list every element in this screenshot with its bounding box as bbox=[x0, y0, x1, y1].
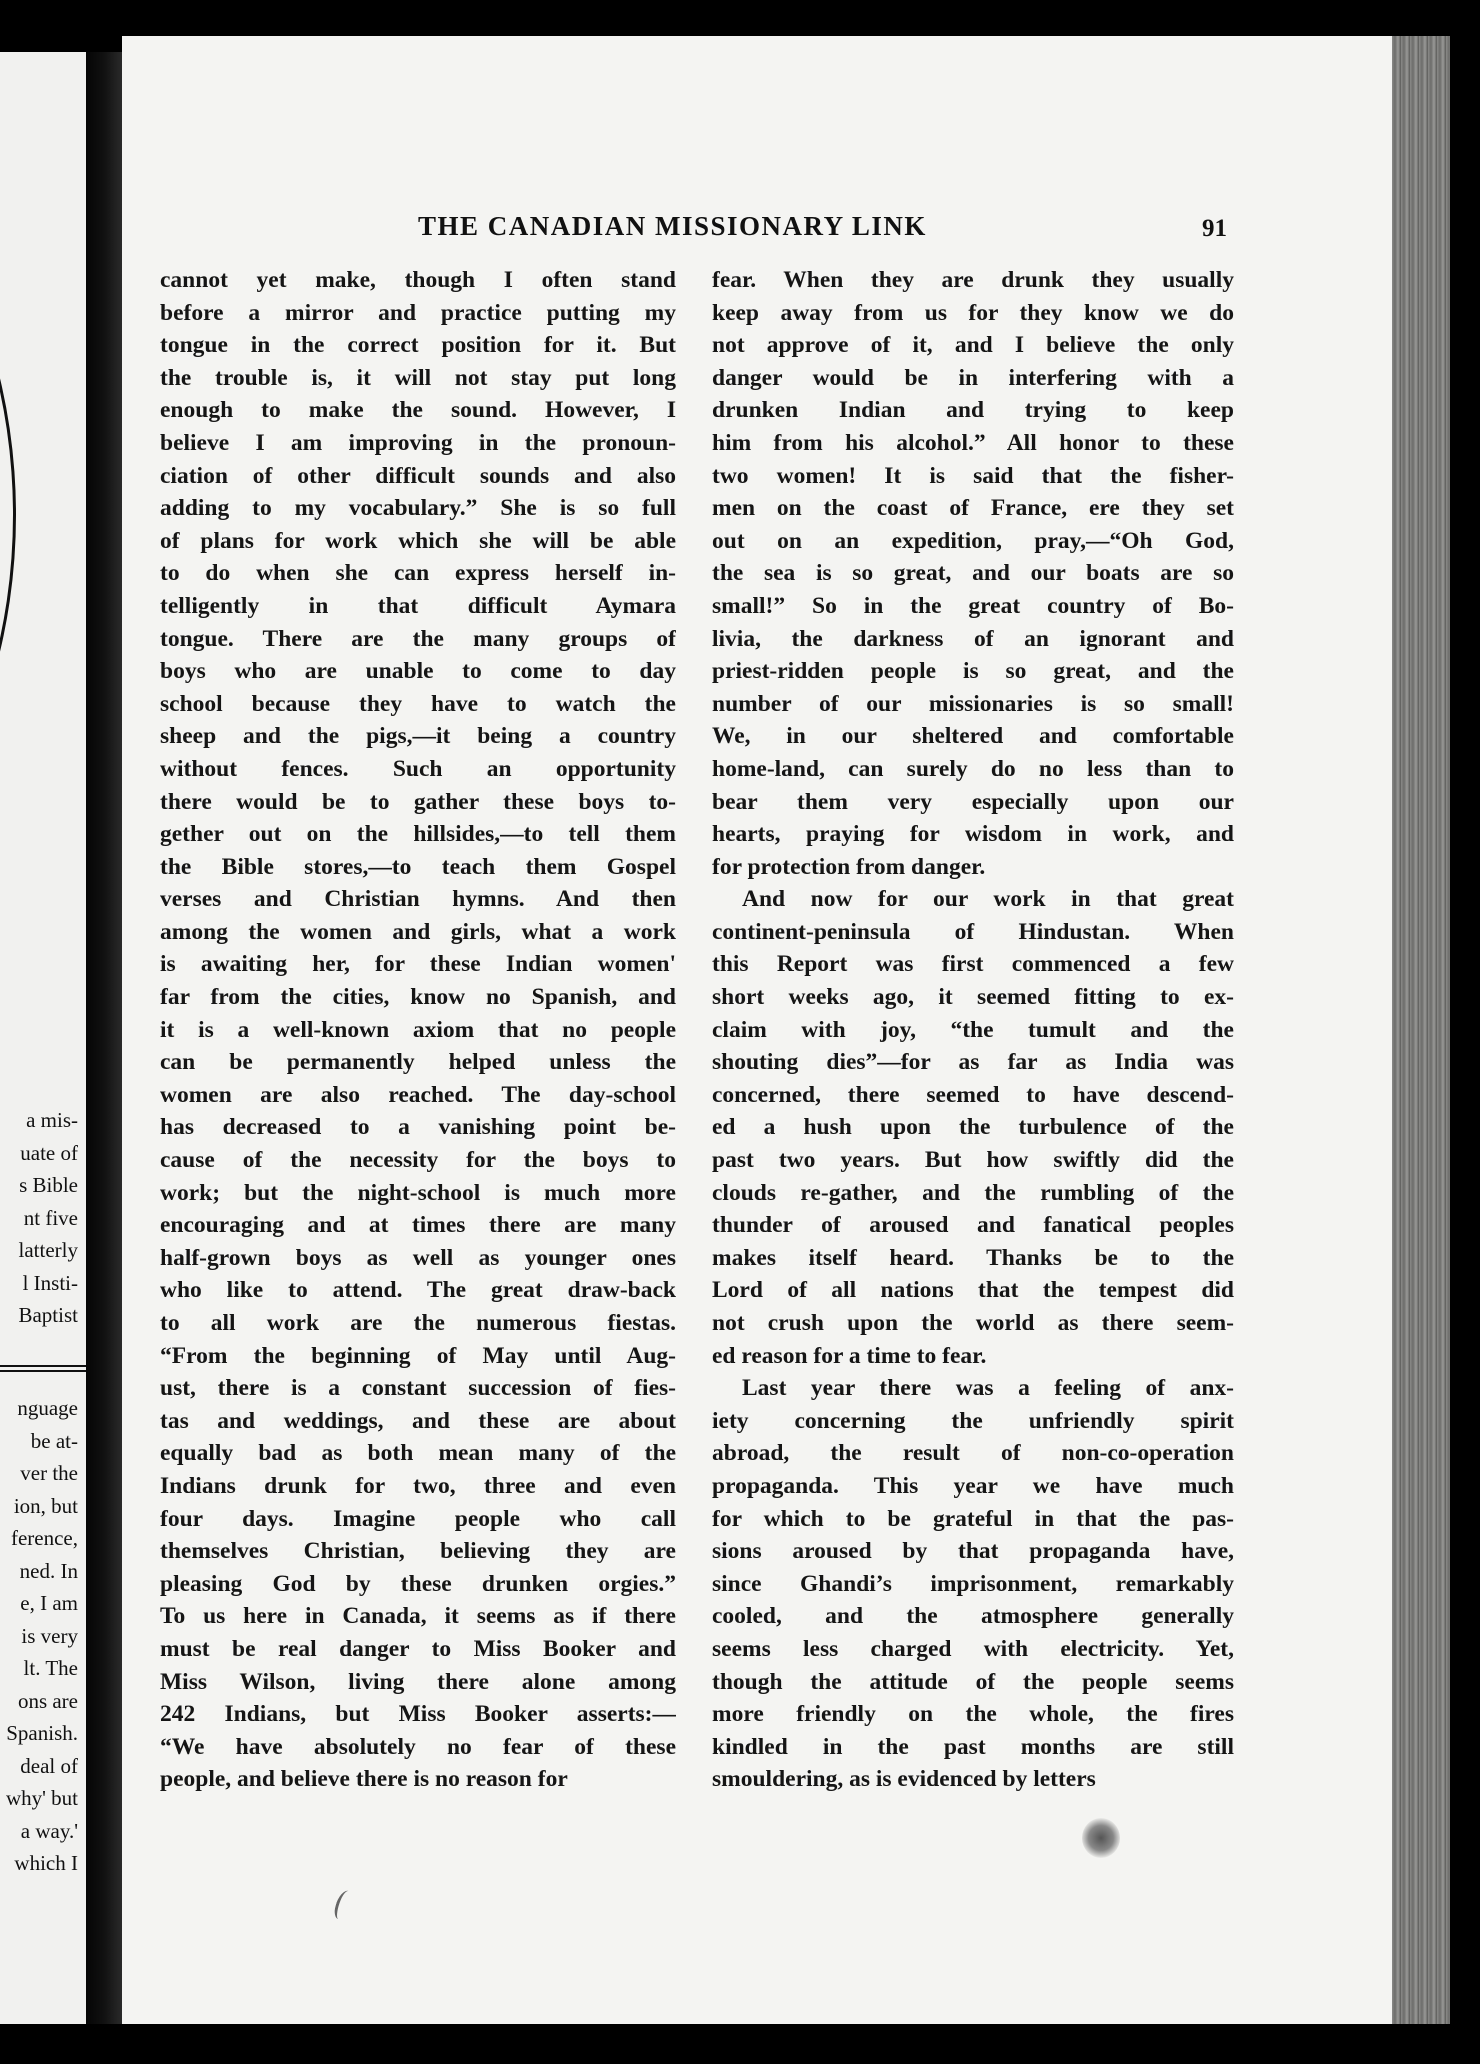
text-line: Lord of all nations that the tempest did bbox=[712, 1277, 1234, 1304]
text-line: keep away from us for they know we do bbox=[712, 299, 1234, 326]
text-line: verses and Christian hymns. And then bbox=[160, 886, 676, 913]
text-line: claim with joy, “the tumult and the bbox=[712, 1016, 1234, 1043]
text-line: adding to my vocabulary.” She is so full bbox=[160, 495, 676, 522]
left-page-fragment-line: ion, but bbox=[13, 1493, 78, 1518]
text-line: continent-peninsula of Hindustan. When bbox=[712, 918, 1234, 945]
text-line: telligently in that difficult Aymara bbox=[160, 592, 676, 619]
book-gutter bbox=[86, 52, 122, 2024]
text-line: though the attitude of the people seems bbox=[712, 1668, 1234, 1695]
text-line: gether out on the hillsides,—to tell them bbox=[160, 821, 676, 848]
text-line: women are also reached. The day-school bbox=[160, 1081, 676, 1108]
left-page-fragment-line: l Insti- bbox=[22, 1270, 78, 1295]
left-page-fragment-line: nguage bbox=[17, 1396, 78, 1420]
text-line: before a mirror and practice putting my bbox=[160, 299, 676, 326]
text-line: We, in our sheltered and comfortable bbox=[712, 723, 1234, 750]
text-line: of plans for work which she will be able bbox=[160, 527, 676, 554]
text-line: Last year there was a feeling of anx- bbox=[742, 1375, 1234, 1402]
text-line: past two years. But how swiftly did the bbox=[712, 1147, 1234, 1174]
text-line: ust, there is a constant succession of fies- bbox=[160, 1375, 676, 1402]
text-line: clouds re-gather, and the rumbling of the bbox=[712, 1179, 1234, 1206]
text-line: makes itself heard. Thanks be to the bbox=[712, 1244, 1234, 1271]
left-page-fragment-line: ons are bbox=[17, 1688, 78, 1713]
text-line: danger would be in interfering with a bbox=[712, 364, 1234, 391]
text-line: small!” So in the great country of Bo- bbox=[712, 592, 1234, 619]
text-column-left bbox=[160, 264, 676, 1796]
left-page-fragment-line: latterly bbox=[18, 1238, 78, 1262]
text-line: half-grown boys as well as younger ones bbox=[160, 1244, 676, 1271]
left-page-fragment-line: ned. In bbox=[19, 1558, 78, 1583]
page-number: 91 bbox=[1202, 215, 1227, 242]
text-line: sions aroused by that propaganda have, bbox=[712, 1538, 1234, 1565]
text-line: tongue. There are the many groups of bbox=[160, 625, 676, 652]
text-line: to all work are the numerous fiestas. bbox=[160, 1310, 676, 1336]
text-line: ciation of other difficult sounds and also bbox=[160, 462, 676, 489]
left-page-fragment-line: which I bbox=[14, 1851, 78, 1875]
text-line: fear. When they are drunk they usually bbox=[712, 267, 1234, 293]
text-line: there would be to gather these boys to- bbox=[160, 788, 676, 815]
text-line: the Bible stores,—to teach them Gospel bbox=[160, 853, 676, 880]
text-line: smouldering, as is evidenced by letters bbox=[712, 1766, 1096, 1793]
text-line: encouraging and at times there are many bbox=[160, 1212, 676, 1239]
text-line: not crush upon the world as there seem- bbox=[712, 1310, 1234, 1336]
left-page-fragment bbox=[0, 52, 86, 2024]
left-page-oval-illustration bbox=[0, 72, 16, 958]
text-line: propaganda. This year we have much bbox=[712, 1472, 1234, 1499]
text-line: out on an expedition, pray,—“Oh God, bbox=[712, 527, 1234, 554]
text-line: has decreased to a vanishing point be- bbox=[160, 1114, 676, 1141]
text-line: can be permanently helped unless the bbox=[160, 1049, 676, 1076]
text-line: this Report was first commenced a few bbox=[712, 951, 1234, 978]
left-page-fragment-line: e, I am bbox=[20, 1591, 78, 1615]
left-page-fragment-line: a way.' bbox=[20, 1818, 78, 1843]
text-line: far from the cities, know no Spanish, and bbox=[160, 984, 676, 1011]
text-line: hearts, praying for wisdom in work, and bbox=[712, 821, 1234, 848]
left-page-fragment-line: a mis- bbox=[26, 1108, 78, 1132]
text-line: since Ghandi’s imprisonment, remarkably bbox=[712, 1570, 1234, 1597]
text-line: Indians drunk for two, three and even bbox=[160, 1472, 676, 1499]
text-line: it is a well-known axiom that no people bbox=[160, 1016, 676, 1043]
text-line: cooled, and the atmosphere generally bbox=[712, 1603, 1234, 1630]
text-line: four days. Imagine people who call bbox=[160, 1505, 676, 1532]
text-line: without fences. Such an opportunity bbox=[160, 755, 676, 782]
text-line: among the women and girls, what a work bbox=[160, 918, 676, 945]
text-line: enough to make the sound. However, I bbox=[160, 397, 676, 424]
text-line: And now for our work in that great bbox=[742, 886, 1234, 913]
text-line: more friendly on the whole, the fires bbox=[712, 1701, 1234, 1728]
text-line: thunder of aroused and fanatical peoples bbox=[712, 1212, 1234, 1239]
text-line: to do when she can express herself in- bbox=[160, 560, 676, 587]
text-line: number of our missionaries is so small! bbox=[712, 690, 1234, 717]
left-page-fragment-line: ference, bbox=[10, 1526, 78, 1550]
ink-smudge bbox=[1082, 1818, 1120, 1858]
left-page-text-fragment-b bbox=[0, 1392, 86, 1880]
text-line: iety concerning the unfriendly spirit bbox=[712, 1407, 1234, 1434]
running-header bbox=[418, 211, 1238, 251]
text-line: To us here in Canada, it seems as if there bbox=[160, 1603, 676, 1630]
left-page-fragment-line: be at- bbox=[30, 1428, 78, 1453]
text-line: school because they have to watch the bbox=[160, 690, 676, 717]
left-page-double-rule bbox=[0, 1365, 86, 1372]
text-line: bear them very especially upon our bbox=[712, 788, 1234, 815]
left-page-fragment-line: uate of bbox=[20, 1140, 78, 1165]
text-line: for which to be grateful in that the pas- bbox=[712, 1505, 1234, 1532]
text-line: seems less charged with electricity. Yet, bbox=[712, 1635, 1234, 1662]
text-line: drunken Indian and trying to keep bbox=[712, 397, 1234, 424]
text-line: abroad, the result of non-co-operation bbox=[712, 1440, 1234, 1467]
journal-title: THE CANADIAN MISSIONARY LINK bbox=[418, 211, 927, 241]
text-line: shouting dies”—for as far as India was bbox=[712, 1049, 1234, 1076]
text-line: “From the beginning of May until Aug- bbox=[160, 1342, 676, 1369]
text-line: home-land, can surely do no less than to bbox=[712, 755, 1234, 782]
text-line: 242 Indians, but Miss Booker asserts:— bbox=[160, 1701, 676, 1728]
text-line: work; but the night-school is much more bbox=[160, 1179, 676, 1206]
text-line: the sea is so great, and our boats are so bbox=[712, 560, 1234, 587]
text-line: must be real danger to Miss Booker and bbox=[160, 1635, 676, 1662]
text-line: the trouble is, it will not stay put long bbox=[160, 364, 676, 391]
text-line: concerned, there seemed to have descend- bbox=[712, 1081, 1234, 1108]
text-line: tongue in the correct position for it. But bbox=[160, 332, 676, 359]
left-page-fragment-line: nt five bbox=[23, 1205, 78, 1230]
left-page-fragment-line: deal of bbox=[20, 1753, 78, 1778]
left-page-fragment-line: is very bbox=[21, 1623, 78, 1648]
left-page-fragment-line: s Bible bbox=[19, 1173, 78, 1197]
text-line: boys who are unable to come to day bbox=[160, 658, 676, 685]
text-line: short weeks ago, it seemed fitting to ex- bbox=[712, 984, 1234, 1011]
page-edge-stack bbox=[1392, 36, 1450, 2024]
text-line: is awaiting her, for these Indian women' bbox=[160, 951, 676, 978]
text-line: ed a hush upon the turbulence of the bbox=[712, 1114, 1234, 1141]
left-page-fragment-line: Spanish. bbox=[6, 1721, 78, 1745]
text-column-right bbox=[712, 264, 1234, 1796]
text-line: priest-ridden people is so great, and the bbox=[712, 658, 1234, 685]
text-line: Miss Wilson, living there alone among bbox=[160, 1668, 676, 1695]
text-line: themselves Christian, believing they are bbox=[160, 1538, 676, 1565]
text-line: who like to attend. The great draw-back bbox=[160, 1277, 676, 1304]
text-line: kindled in the past months are still bbox=[712, 1733, 1234, 1760]
left-page-fragment-line: Baptist bbox=[18, 1303, 78, 1327]
text-line: for protection from danger. bbox=[712, 853, 986, 880]
text-line: pleasing God by these drunken orgies.” bbox=[160, 1570, 676, 1597]
text-line: cannot yet make, though I often stand bbox=[160, 267, 676, 293]
left-page-fragment-line: why' but bbox=[5, 1786, 78, 1810]
text-line: two women! It is said that the fisher- bbox=[712, 462, 1234, 489]
text-line: him from his alcohol.” All honor to these bbox=[712, 429, 1234, 456]
left-page-fragment-line: ver the bbox=[20, 1461, 78, 1485]
text-line: cause of the necessity for the boys to bbox=[160, 1147, 676, 1174]
text-line: equally bad as both mean many of the bbox=[160, 1440, 676, 1467]
text-line: men on the coast of France, ere they set bbox=[712, 495, 1234, 522]
left-page-fragment-line: lt. The bbox=[23, 1656, 78, 1680]
text-line: not approve of it, and I believe the only bbox=[712, 332, 1234, 359]
text-line: people, and believe there is no reason for bbox=[160, 1766, 568, 1793]
left-page-text-fragment-a bbox=[0, 1104, 86, 1332]
text-line: sheep and the pigs,—it being a country bbox=[160, 723, 676, 750]
text-line: livia, the darkness of an ignorant and bbox=[712, 625, 1234, 652]
text-line: tas and weddings, and these are about bbox=[160, 1407, 676, 1434]
text-line: believe I am improving in the pronoun- bbox=[160, 429, 676, 456]
text-line: “We have absolutely no fear of these bbox=[160, 1733, 676, 1760]
text-line: ed reason for a time to fear. bbox=[712, 1342, 987, 1369]
